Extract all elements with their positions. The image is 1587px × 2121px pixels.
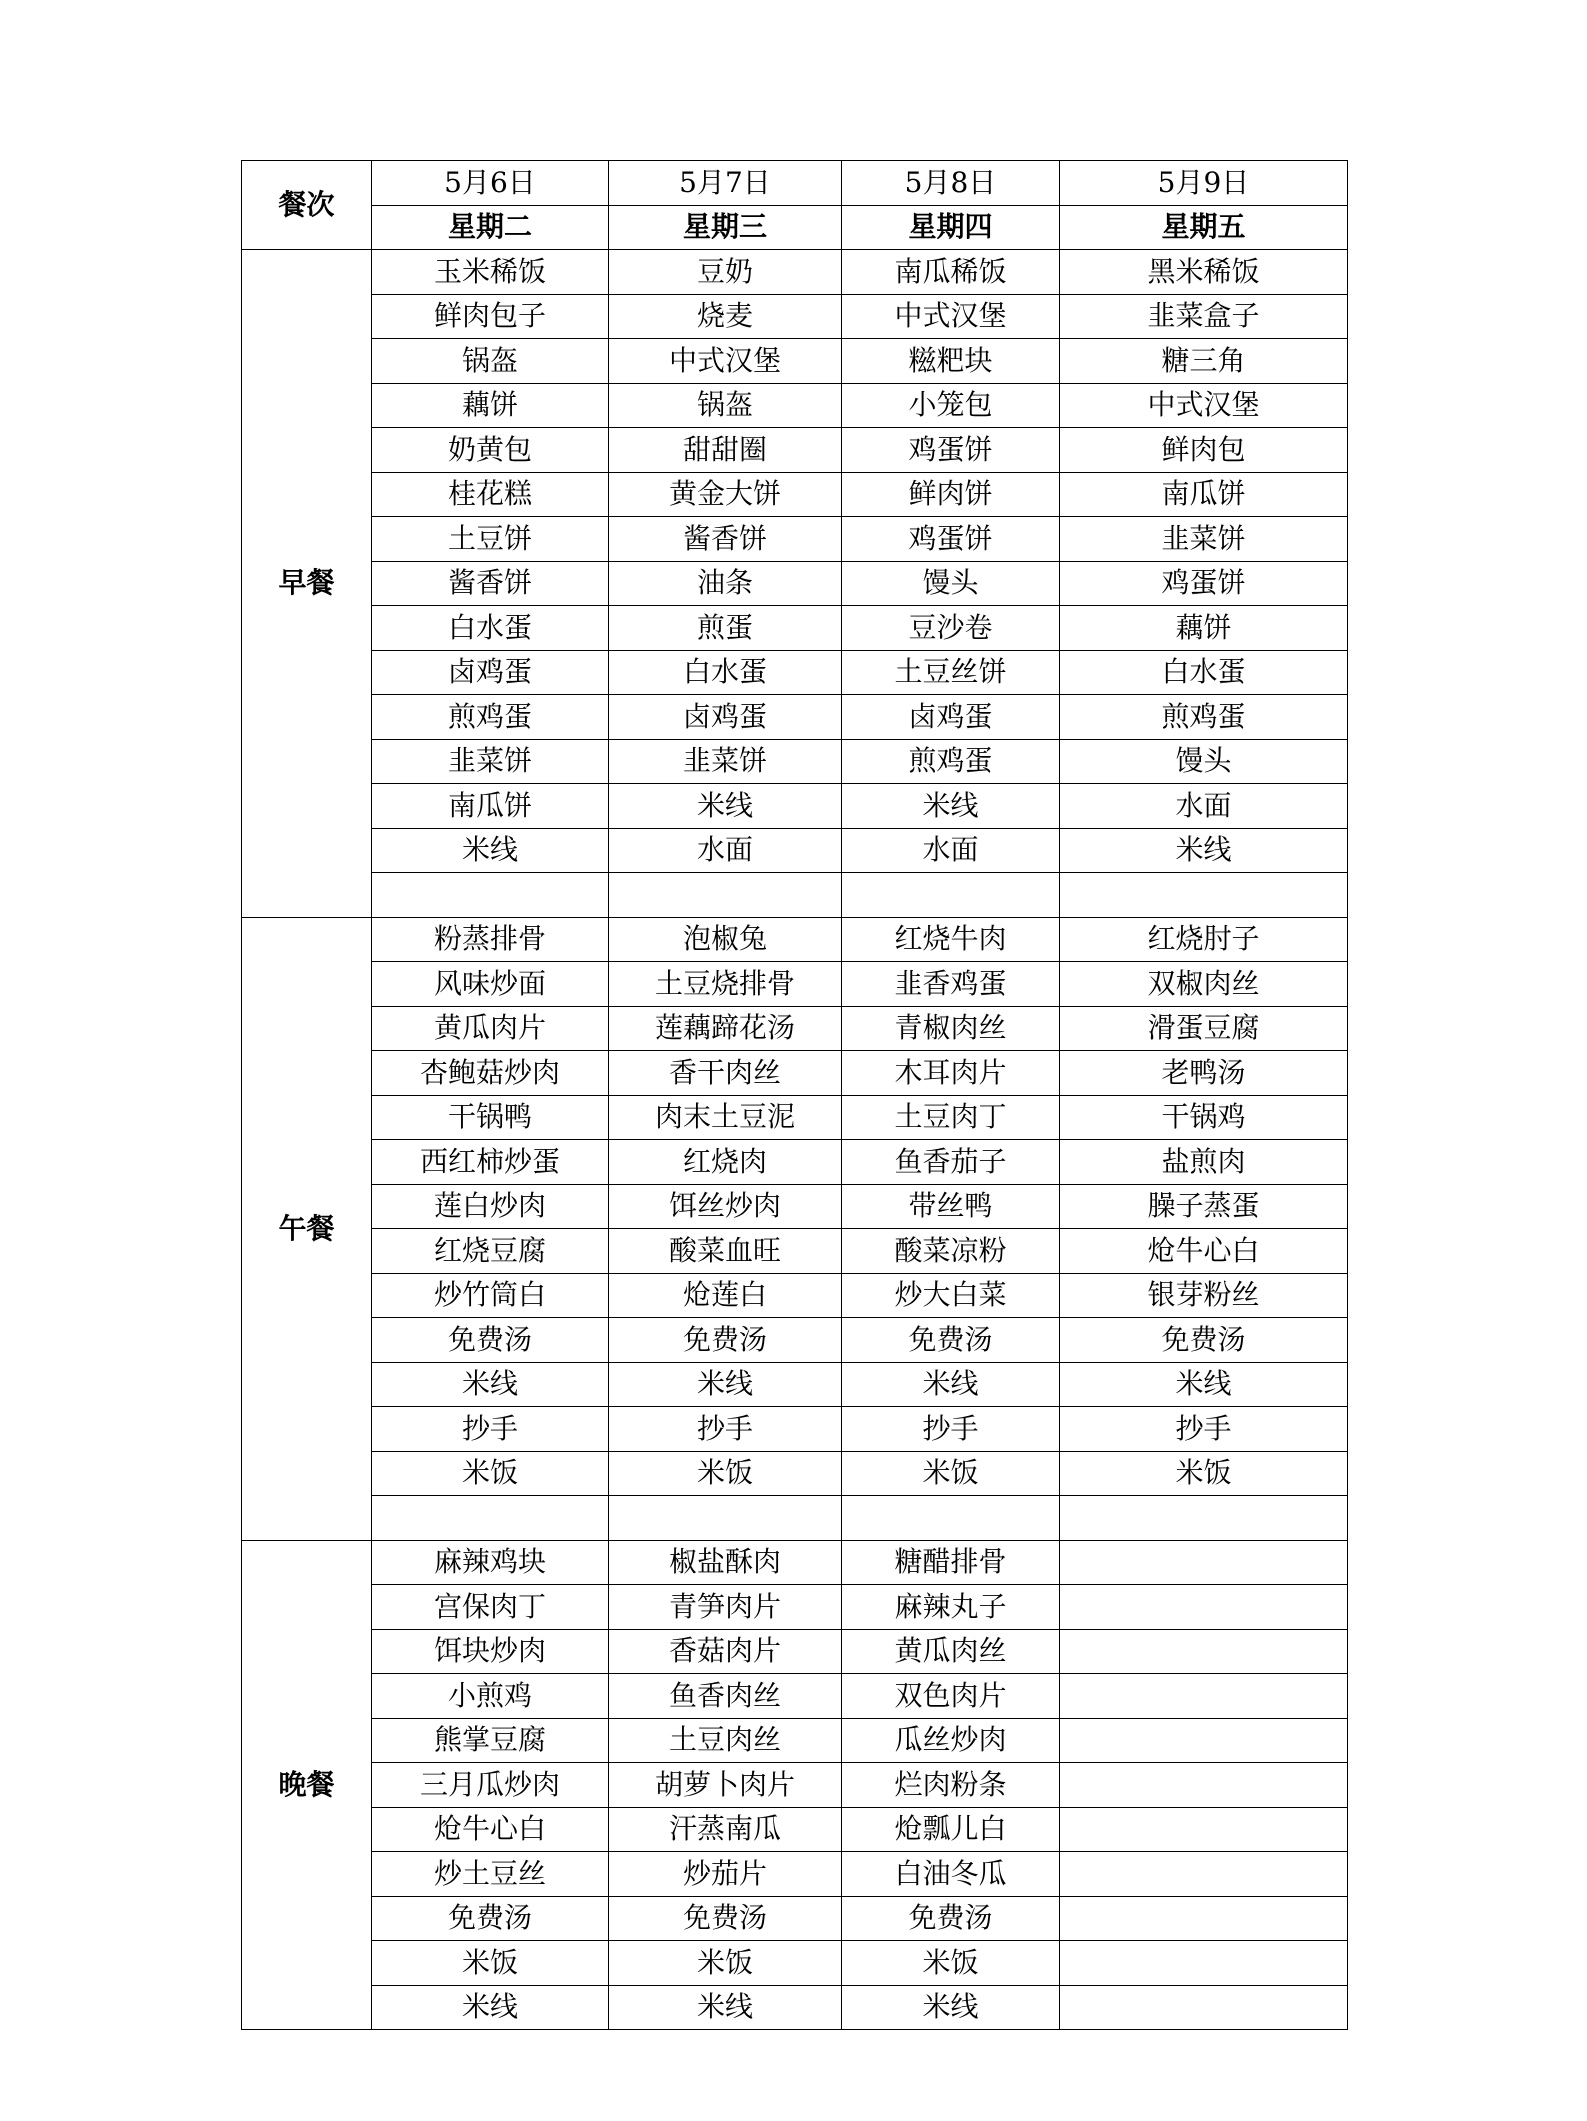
menu-row <box>242 294 1348 339</box>
dish-cell: 糖醋排骨 <box>842 1540 1060 1585</box>
dish-cell: 麻辣丸子 <box>842 1585 1060 1630</box>
dish-cell: 滑蛋豆腐 <box>1060 1006 1348 1051</box>
date-cell: 5月7日 <box>609 161 842 206</box>
dish-cell: 酱香饼 <box>609 517 842 562</box>
dish-cell <box>1060 1585 1348 1630</box>
dish-cell: 免费汤 <box>842 1896 1060 1941</box>
dish-cell: 免费汤 <box>609 1318 842 1363</box>
dish-cell: 酸菜血旺 <box>609 1229 842 1274</box>
dish-cell: 土豆肉丁 <box>842 1095 1060 1140</box>
menu-row <box>242 1273 1348 1318</box>
weekday-cell: 星期五 <box>1060 205 1348 250</box>
dish-cell: 馒头 <box>842 561 1060 606</box>
dish-cell: 炒茄片 <box>609 1852 842 1897</box>
dish-cell: 南瓜饼 <box>372 784 609 829</box>
dish-cell: 干锅鸡 <box>1060 1095 1348 1140</box>
menu-row <box>242 1451 1348 1496</box>
menu-row <box>242 1985 1348 2030</box>
dish-cell: 韭菜饼 <box>609 739 842 784</box>
dish-cell: 小煎鸡 <box>372 1674 609 1719</box>
dish-cell: 米饭 <box>372 1451 609 1496</box>
dish-cell: 煎鸡蛋 <box>842 739 1060 784</box>
dish-cell: 中式汉堡 <box>842 294 1060 339</box>
menu-table-body <box>242 161 1348 2030</box>
dish-cell: 中式汉堡 <box>609 339 842 384</box>
dish-cell: 锅盔 <box>372 339 609 384</box>
dish-cell: 炝牛心白 <box>372 1807 609 1852</box>
dish-cell: 藕饼 <box>1060 606 1348 651</box>
dish-cell: 鸡蛋饼 <box>842 517 1060 562</box>
dish-cell: 黄金大饼 <box>609 472 842 517</box>
dish-cell <box>1060 1496 1348 1541</box>
dish-cell: 青笋肉片 <box>609 1585 842 1630</box>
dish-cell: 藕饼 <box>372 383 609 428</box>
dish-cell: 米线 <box>1060 1362 1348 1407</box>
dish-cell: 米线 <box>609 1985 842 2030</box>
menu-row <box>242 1184 1348 1229</box>
date-cell: 5月8日 <box>842 161 1060 206</box>
dish-cell: 鱼香茄子 <box>842 1140 1060 1185</box>
menu-row <box>242 1006 1348 1051</box>
dish-cell: 炝瓢儿白 <box>842 1807 1060 1852</box>
dish-cell: 黑米稀饭 <box>1060 250 1348 295</box>
meal-label-cell: 早餐 <box>242 250 372 918</box>
dish-cell: 干锅鸭 <box>372 1095 609 1140</box>
dish-cell: 三月瓜炒肉 <box>372 1763 609 1808</box>
dish-cell: 白水蛋 <box>1060 650 1348 695</box>
dish-cell: 米线 <box>842 1362 1060 1407</box>
dish-cell: 抄手 <box>372 1407 609 1452</box>
menu-row <box>242 1140 1348 1185</box>
date-cell: 5月6日 <box>372 161 609 206</box>
weekday-cell: 星期三 <box>609 205 842 250</box>
dish-cell: 瓜丝炒肉 <box>842 1718 1060 1763</box>
dish-cell: 带丝鸭 <box>842 1184 1060 1229</box>
dish-cell: 抄手 <box>1060 1407 1348 1452</box>
dish-cell <box>842 1496 1060 1541</box>
dish-cell: 粉蒸排骨 <box>372 917 609 962</box>
menu-row <box>242 1095 1348 1140</box>
dish-cell: 水面 <box>1060 784 1348 829</box>
dish-cell: 米线 <box>842 1985 1060 2030</box>
dish-cell: 米饭 <box>842 1941 1060 1986</box>
dish-cell: 鲜肉饼 <box>842 472 1060 517</box>
dish-cell: 黄瓜肉丝 <box>842 1629 1060 1674</box>
meal-label-cell: 午餐 <box>242 917 372 1540</box>
dish-cell: 炒大白菜 <box>842 1273 1060 1318</box>
dish-cell: 西红柿炒蛋 <box>372 1140 609 1185</box>
menu-row <box>242 428 1348 473</box>
dish-cell: 汗蒸南瓜 <box>609 1807 842 1852</box>
dish-cell: 酸菜凉粉 <box>842 1229 1060 1274</box>
menu-row <box>242 917 1348 962</box>
dish-cell: 泡椒兔 <box>609 917 842 962</box>
dish-cell: 米线 <box>609 1362 842 1407</box>
dish-cell: 南瓜稀饭 <box>842 250 1060 295</box>
dish-cell: 炒土豆丝 <box>372 1852 609 1897</box>
dish-cell: 糖三角 <box>1060 339 1348 384</box>
dish-cell: 双椒肉丝 <box>1060 962 1348 1007</box>
dish-cell: 红烧豆腐 <box>372 1229 609 1274</box>
menu-row <box>242 1852 1348 1897</box>
menu-row <box>242 1807 1348 1852</box>
menu-row <box>242 606 1348 651</box>
dish-cell: 糍粑块 <box>842 339 1060 384</box>
menu-row <box>242 1229 1348 1274</box>
dish-cell: 玉米稀饭 <box>372 250 609 295</box>
dish-cell: 免费汤 <box>1060 1318 1348 1363</box>
dish-cell: 米线 <box>372 1362 609 1407</box>
dish-cell <box>1060 1807 1348 1852</box>
dish-cell: 老鸭汤 <box>1060 1051 1348 1096</box>
menu-row <box>242 784 1348 829</box>
dish-cell: 白水蛋 <box>372 606 609 651</box>
dish-cell <box>1060 873 1348 918</box>
dish-cell: 米线 <box>372 828 609 873</box>
dish-cell: 水面 <box>842 828 1060 873</box>
weekday-cell: 星期四 <box>842 205 1060 250</box>
dish-cell: 小笼包 <box>842 383 1060 428</box>
dish-cell: 米饭 <box>1060 1451 1348 1496</box>
weekday-cell: 星期二 <box>372 205 609 250</box>
menu-row <box>242 739 1348 784</box>
menu-row <box>242 1674 1348 1719</box>
dish-cell: 青椒肉丝 <box>842 1006 1060 1051</box>
dish-cell: 莲白炒肉 <box>372 1184 609 1229</box>
dish-cell: 馒头 <box>1060 739 1348 784</box>
menu-row <box>242 517 1348 562</box>
dish-cell: 饵丝炒肉 <box>609 1184 842 1229</box>
dish-cell: 杏鲍菇炒肉 <box>372 1051 609 1096</box>
menu-row <box>242 1540 1348 1585</box>
dish-cell: 甜甜圈 <box>609 428 842 473</box>
dish-cell <box>842 873 1060 918</box>
dish-cell: 豆沙卷 <box>842 606 1060 651</box>
dish-cell: 白油冬瓜 <box>842 1852 1060 1897</box>
dish-cell: 椒盐酥肉 <box>609 1540 842 1585</box>
dish-cell: 银芽粉丝 <box>1060 1273 1348 1318</box>
menu-row <box>242 250 1348 295</box>
dish-cell: 米线 <box>842 784 1060 829</box>
dish-cell: 桂花糕 <box>372 472 609 517</box>
dish-cell: 胡萝卜肉片 <box>609 1763 842 1808</box>
dish-cell: 免费汤 <box>609 1896 842 1941</box>
dish-cell: 土豆饼 <box>372 517 609 562</box>
dish-cell: 米线 <box>372 1985 609 2030</box>
menu-row <box>242 383 1348 428</box>
dish-cell: 香菇肉片 <box>609 1629 842 1674</box>
dish-cell: 双色肉片 <box>842 1674 1060 1719</box>
dish-cell: 中式汉堡 <box>1060 383 1348 428</box>
dish-cell: 鱼香肉丝 <box>609 1674 842 1719</box>
dish-cell <box>1060 1941 1348 1986</box>
dish-cell: 米饭 <box>609 1941 842 1986</box>
menu-row <box>242 339 1348 384</box>
dish-cell: 土豆烧排骨 <box>609 962 842 1007</box>
dish-cell: 卤鸡蛋 <box>842 695 1060 740</box>
menu-row <box>242 1629 1348 1674</box>
weekly-menu-table <box>241 160 1348 2030</box>
dish-cell: 炝莲白 <box>609 1273 842 1318</box>
dish-cell <box>1060 1852 1348 1897</box>
dish-cell: 肉末土豆泥 <box>609 1095 842 1140</box>
dish-cell: 抄手 <box>609 1407 842 1452</box>
dish-cell <box>1060 1540 1348 1585</box>
menu-row <box>242 1051 1348 1096</box>
menu-row <box>242 1763 1348 1808</box>
dish-cell: 臊子蒸蛋 <box>1060 1184 1348 1229</box>
menu-row <box>242 561 1348 606</box>
header-row-dates <box>242 161 1348 206</box>
dish-cell: 韭香鸡蛋 <box>842 962 1060 1007</box>
dish-cell: 黄瓜肉片 <box>372 1006 609 1051</box>
dish-cell: 米饭 <box>372 1941 609 1986</box>
menu-row <box>242 1318 1348 1363</box>
dish-cell <box>609 1496 842 1541</box>
menu-row <box>242 1585 1348 1630</box>
dish-cell: 红烧牛肉 <box>842 917 1060 962</box>
dish-cell <box>1060 1763 1348 1808</box>
dish-cell <box>1060 1718 1348 1763</box>
dish-cell: 韭菜饼 <box>1060 517 1348 562</box>
dish-cell: 炒竹筒白 <box>372 1273 609 1318</box>
menu-row <box>242 873 1348 918</box>
dish-cell: 土豆丝饼 <box>842 650 1060 695</box>
meal-label-cell: 晚餐 <box>242 1540 372 2030</box>
dish-cell: 煎鸡蛋 <box>372 695 609 740</box>
menu-row <box>242 828 1348 873</box>
dish-cell: 米饭 <box>609 1451 842 1496</box>
dish-cell: 红烧肉 <box>609 1140 842 1185</box>
dish-cell: 鸡蛋饼 <box>1060 561 1348 606</box>
dish-cell: 烧麦 <box>609 294 842 339</box>
menu-row <box>242 472 1348 517</box>
dish-cell <box>372 1496 609 1541</box>
dish-cell: 米饭 <box>842 1451 1060 1496</box>
dish-cell: 煎蛋 <box>609 606 842 651</box>
menu-row <box>242 1496 1348 1541</box>
menu-row <box>242 650 1348 695</box>
dish-cell: 土豆肉丝 <box>609 1718 842 1763</box>
dish-cell: 米线 <box>609 784 842 829</box>
dish-cell: 抄手 <box>842 1407 1060 1452</box>
dish-cell: 木耳肉片 <box>842 1051 1060 1096</box>
dish-cell: 烂肉粉条 <box>842 1763 1060 1808</box>
menu-row <box>242 1896 1348 1941</box>
dish-cell: 免费汤 <box>842 1318 1060 1363</box>
dish-cell: 白水蛋 <box>609 650 842 695</box>
dish-cell: 莲藕蹄花汤 <box>609 1006 842 1051</box>
dish-cell: 卤鸡蛋 <box>609 695 842 740</box>
dish-cell: 盐煎肉 <box>1060 1140 1348 1185</box>
date-cell: 5月9日 <box>1060 161 1348 206</box>
dish-cell: 油条 <box>609 561 842 606</box>
dish-cell: 鸡蛋饼 <box>842 428 1060 473</box>
menu-row <box>242 1941 1348 1986</box>
dish-cell: 鲜肉包子 <box>372 294 609 339</box>
dish-cell <box>1060 1629 1348 1674</box>
dish-cell: 红烧肘子 <box>1060 917 1348 962</box>
dish-cell: 宫保肉丁 <box>372 1585 609 1630</box>
menu-row <box>242 1718 1348 1763</box>
dish-cell <box>372 873 609 918</box>
menu-row <box>242 962 1348 1007</box>
dish-cell: 香干肉丝 <box>609 1051 842 1096</box>
dish-cell <box>1060 1985 1348 2030</box>
dish-cell: 风味炒面 <box>372 962 609 1007</box>
dish-cell: 南瓜饼 <box>1060 472 1348 517</box>
menu-row <box>242 695 1348 740</box>
dish-cell: 韭菜饼 <box>372 739 609 784</box>
header-row-weekdays <box>242 205 1348 250</box>
dish-cell <box>1060 1674 1348 1719</box>
dish-cell: 奶黄包 <box>372 428 609 473</box>
dish-cell: 豆奶 <box>609 250 842 295</box>
dish-cell <box>609 873 842 918</box>
dish-cell: 卤鸡蛋 <box>372 650 609 695</box>
dish-cell: 麻辣鸡块 <box>372 1540 609 1585</box>
dish-cell: 熊掌豆腐 <box>372 1718 609 1763</box>
dish-cell: 免费汤 <box>372 1318 609 1363</box>
menu-row <box>242 1407 1348 1452</box>
dish-cell: 鲜肉包 <box>1060 428 1348 473</box>
dish-cell: 米线 <box>1060 828 1348 873</box>
dish-cell: 锅盔 <box>609 383 842 428</box>
dish-cell: 免费汤 <box>372 1896 609 1941</box>
dish-cell: 煎鸡蛋 <box>1060 695 1348 740</box>
menu-row <box>242 1362 1348 1407</box>
dish-cell: 韭菜盒子 <box>1060 294 1348 339</box>
dish-cell: 水面 <box>609 828 842 873</box>
dish-cell <box>1060 1896 1348 1941</box>
dish-cell: 饵块炒肉 <box>372 1629 609 1674</box>
dish-cell: 炝牛心白 <box>1060 1229 1348 1274</box>
meal-header-cell: 餐次 <box>242 161 372 250</box>
dish-cell: 酱香饼 <box>372 561 609 606</box>
